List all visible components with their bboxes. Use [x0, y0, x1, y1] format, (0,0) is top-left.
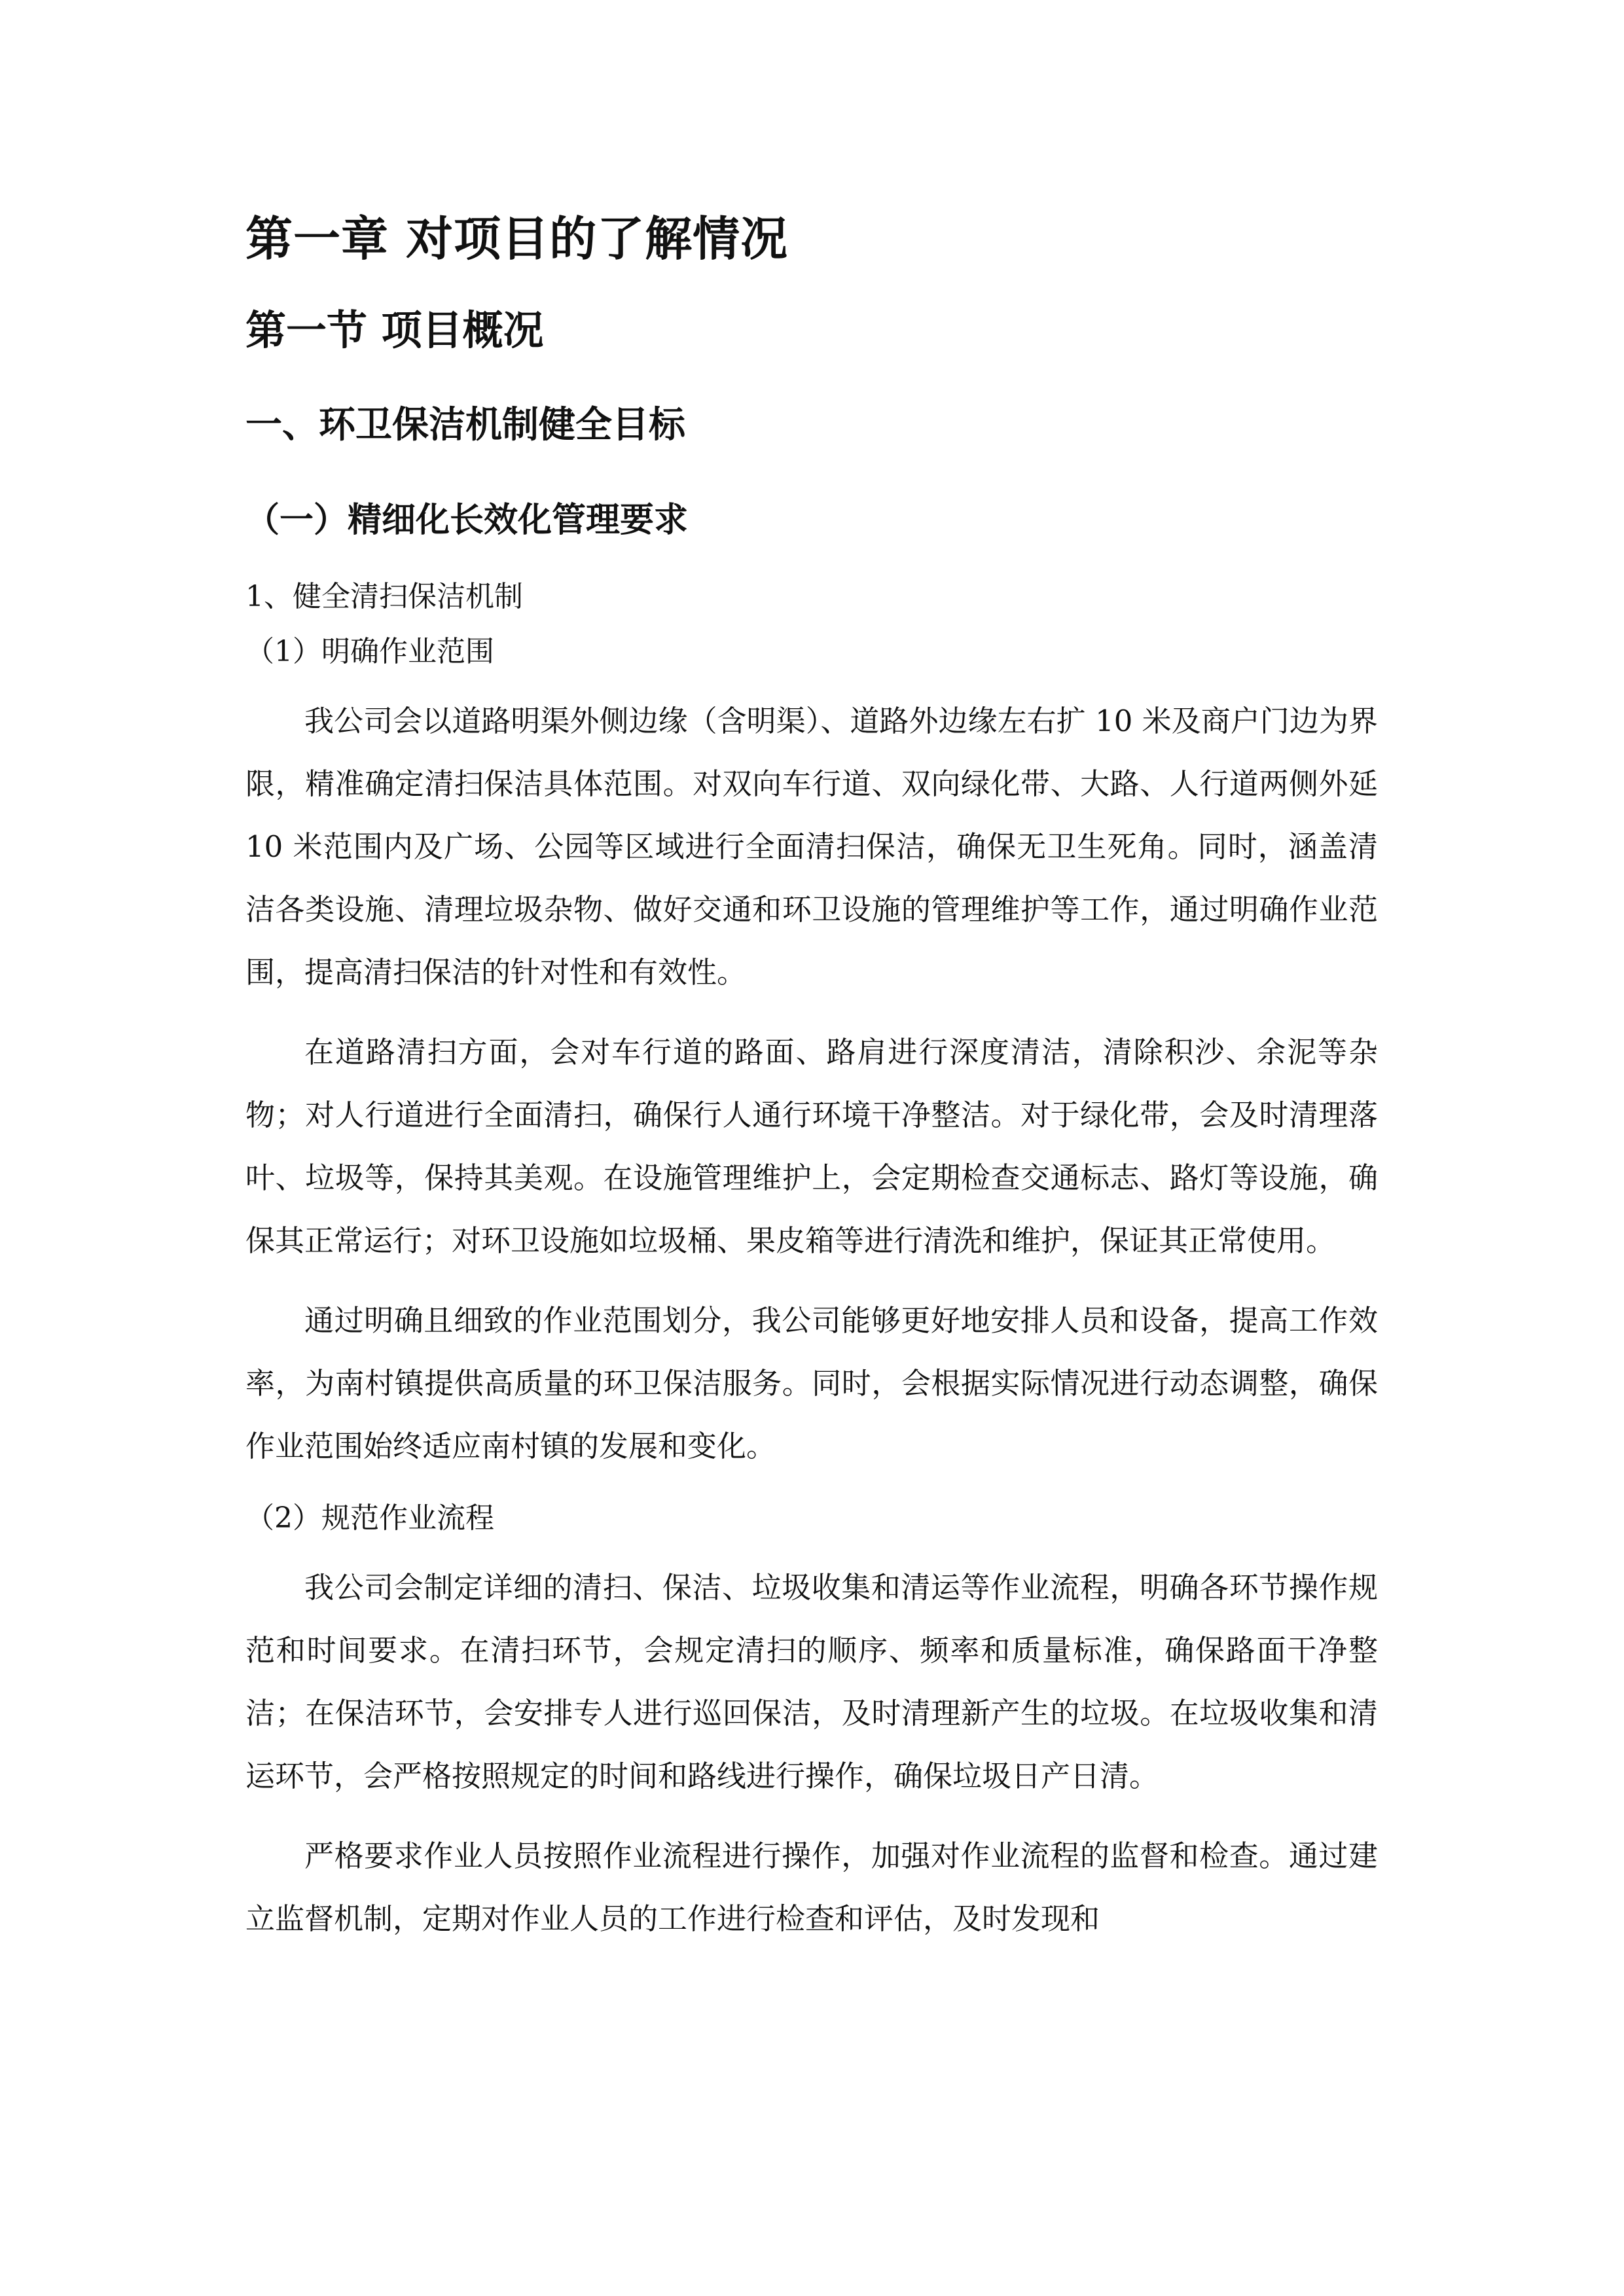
subsection-title: 一、环卫保洁机制健全目标: [245, 404, 685, 446]
paragraph: 严格要求作业人员按照作业流程进行操作，加强对作业流程的监督和检查。通过建立监督机制，定期对作业人员的工作进行检查和评估，及时发现和: [245, 1839, 1378, 1936]
section-title: 第一节 项目概况: [245, 306, 544, 354]
sub-item-heading-process: （2）规范作业流程: [245, 1501, 494, 1535]
paragraph: 我公司会制定详细的清扫、保洁、垃圾收集和清运等作业流程，明确各环节操作规范和时间要求。在清扫环节，会规定清扫的顺序、频率和质量标准，确保路面干净整洁；在保洁环节，会安排专人进行巡回保洁，及时清理新产生的垃圾。在垃圾收集和清运环节，会严格按照规定的时间和路线进行操作，确保垃圾日产日清。: [245, 1570, 1378, 1793]
chapter-title: 第一章 对项目的了解情况: [245, 211, 789, 266]
paragraph: 我公司会以道路明渠外侧边缘（含明渠）、道路外边缘左右扩 10 米及商户门边为界限，精准确定清扫保洁具体范围。对双向车行道、双向绿化带、大路、人行道两侧外延 10 米范围内及广场、公园等区域进行全面清扫保洁，确保无卫生死角。同时，涵盖清洁各类设施、清理垃圾杂物、做好交通和环卫设施的管理维护等工作，通过明确作业范围，提高清扫保洁的针对性和有效性。: [245, 704, 1378, 990]
paragraph: 通过明确且细致的作业范围划分，我公司能够更好地安排人员和设备，提高工作效率，为南村镇提供高质量的环卫保洁服务。同时，会根据实际情况进行动态调整，确保作业范围始终适应南村镇的发展和变化。: [245, 1303, 1378, 1463]
sub-item-heading-scope: （1）明确作业范围: [245, 635, 494, 668]
document-body: [245, 206, 1378, 1967]
part-title: （一）精细化长效化管理要求: [245, 500, 689, 540]
item-heading: 1、健全清扫保洁机制: [245, 580, 523, 613]
paragraph: 在道路清扫方面，会对车行道的路面、路肩进行深度清洁，清除积沙、余泥等杂物；对人行道进行全面清扫，确保行人通行环境干净整洁。对于绿化带，会及时清理落叶、垃圾等，保持其美观。在设施管理维护上，会定期检查交通标志、路灯等设施，确保其正常运行；对环卫设施如垃圾桶、果皮箱等进行清洗和维护，保证其正常使用。: [245, 1035, 1378, 1258]
